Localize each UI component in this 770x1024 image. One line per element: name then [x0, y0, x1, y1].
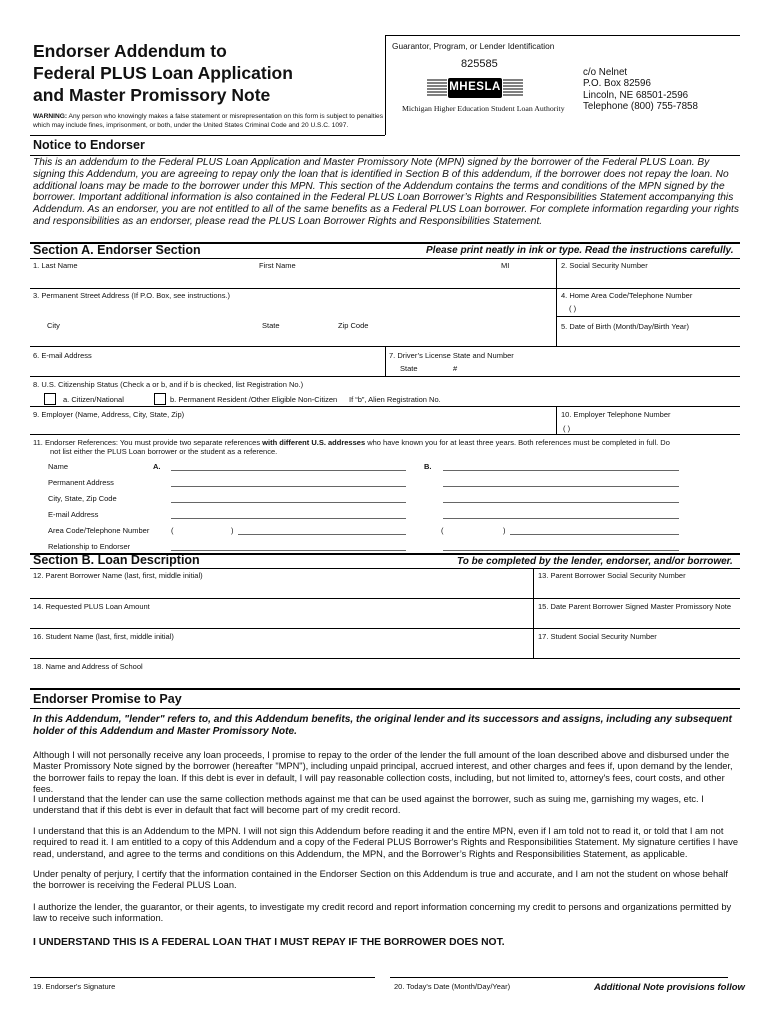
ref-b-label: B. [424, 462, 432, 471]
promise-paragraph-1: Although I will not personally receive any loan proceeds, I promise to repay to the order of the lender the full amount of the loan described above and disbursed under the Master Promissory Note signed by the borrower (hereafter "MPN"), including unpaid principal, accrued interest, and other charges and fees if, upon demand by the lender, the borrower fails to repay the loan. If this debt is ever in default, I will pay reasonable collection costs, including, but not limited to, attorney's fees, court costs, and other fees. [33, 750, 733, 794]
ref-a-relationship-input[interactable] [171, 550, 406, 551]
todays-date-line[interactable] [390, 977, 728, 978]
notice-text: This is an addendum to the Federal PLUS Loan Application and Master Promissory Note (MPN) signed by the borrower of the Federal PLUS Loan. By signing this Addendum, you are agreeing to repay only the loan that is identified in Section B of this addendum, if the borrower does not repay the loan. No additional loans may be made to the borrower under this MPN. This section of the Addendum contains the terms and conditions of the MPN signed by the borrower. Important additional information is also contained in the Federal PLUS Loan Borrower’s Rights and Responsibilities Statement accompanying this Addendum. As an endorser, you are not entitled to all of the same benefits as a Federal PLUS Loan borrower. For complete information regarding your rights and responsibilities as an endorser, please read the PLUS Loan Borrower Rights and Responsibilities Statement. [33, 157, 739, 227]
field-16-student-name[interactable]: 16. Student Name (last, first, middle initial) [33, 632, 174, 641]
ref-row-phone: Area Code/Telephone Number [48, 526, 150, 535]
guarantor-label: Guarantor, Program, or Lender Identification [392, 41, 555, 51]
title-line-2: Federal PLUS Loan Application [33, 63, 293, 83]
field-4-parens: ( ) [569, 304, 577, 313]
field-8-b-label: b. Permanent Resident /Other Eligible Non-Citizen [170, 395, 338, 404]
ref-b-email-input[interactable] [443, 518, 679, 519]
field-7-state[interactable]: State [400, 364, 418, 373]
promise-heading: Endorser Promise to Pay [33, 692, 182, 706]
field-1-last-name[interactable]: 1. Last Name [33, 261, 78, 270]
federal-loan-statement: I UNDERSTAND THIS IS A FEDERAL LOAN THAT I MUST REPAY IF THE BORROWER DOES NOT. [33, 937, 505, 948]
ref-a-phone-close: ) [231, 526, 234, 535]
field-13-parent-ssn[interactable]: 13. Parent Borrower Social Security Number [538, 571, 686, 580]
field-9-employer[interactable]: 9. Employer (Name, Address, City, State, Zip) [33, 410, 185, 419]
logo-text: MHESLA [449, 81, 501, 93]
endorser-signature-line[interactable] [30, 977, 375, 978]
field-20-date: 20. Today's Date (Month/Day/Year) [394, 982, 511, 991]
promise-paragraph-5: I authorize the lender, the guarantor, or their agents, to investigate my credit record and report information concerning my credit to persons and organizations permitted by law to receive such information. [33, 902, 732, 924]
ref-b-address-input[interactable] [443, 486, 679, 487]
field-6-email[interactable]: 6. E-mail Address [33, 351, 92, 360]
promise-intro: In this Addendum, "lender" refers to, and this Addendum benefits, the original lender and its successors and assigns, including any subsequent holder of this Addendum and Master Promissory Note. [33, 714, 732, 737]
field-4-phone[interactable]: 4. Home Area Code/Telephone Number [561, 291, 693, 300]
form-title [33, 40, 293, 106]
guarantor-code: 825585 [461, 58, 498, 70]
notice-heading: Notice to Endorser [33, 138, 145, 152]
ref-row-address: Permanent Address [48, 478, 114, 487]
authority-name: Michigan Higher Education Student Loan Authority [402, 104, 565, 113]
field-7-license[interactable]: 7. Driver’s License State and Number [389, 351, 514, 360]
section-a-heading: Section A. Endorser Section [33, 243, 201, 257]
ref-a-phone-open: ( [171, 526, 174, 535]
field-1-mi[interactable]: MI [501, 261, 510, 270]
ref-b-phone-input[interactable] [510, 534, 679, 535]
field-11-line2: not list either the PLUS Loan borrower or the student as a reference. [50, 447, 278, 456]
field-12-parent-name[interactable]: 12. Parent Borrower Name (last, first, middle initial) [33, 571, 203, 580]
field-18-school[interactable]: 18. Name and Address of School [33, 662, 143, 671]
additional-provisions-note: Additional Note provisions follow [594, 982, 745, 993]
field-5-dob[interactable]: 5. Date of Birth (Month/Day/Birth Year) [561, 322, 689, 331]
ref-a-city-input[interactable] [171, 502, 406, 503]
field-7-number[interactable]: # [453, 364, 458, 373]
field-8-a-label: a. Citizen/National [63, 395, 124, 404]
address-line-4: Telephone (800) 755-7858 [583, 100, 698, 112]
section-b-note: To be completed by the lender, endorser, and/or borrower. [457, 556, 733, 567]
promise-paragraph-3: I understand that this is an Addendum to the MPN. I will not sign this Addendum before reading it and the entire MPN, even if I am told not to read it, or told that I am not required to read it. I am entitled to a copy of this Addendum and a copy of the Federal PLUS Borrower's Rights and Responsibilities Statement. My signature certifies I have read, understand, and agree to the terms and conditions on this Addendum, the MPN, and the Borrower’s Rights and Responsibilities Statement, as applicable. [33, 826, 739, 859]
address-line-2: P.O. Box 82596 [583, 78, 651, 90]
ref-row-name: Name [48, 462, 69, 471]
ref-a-address-input[interactable] [171, 486, 406, 487]
ref-b-phone-close: ) [503, 526, 506, 535]
ref-b-relationship-input[interactable] [443, 550, 679, 551]
ref-row-relationship: Relationship to Endorser [48, 542, 131, 551]
ref-a-label: A. [153, 462, 161, 471]
ref-row-city: City, State, Zip Code [48, 494, 117, 503]
section-a-note: Please print neatly in ink or type. Read the instructions carefully. [426, 245, 734, 256]
title-line-3: and Master Promissory Note [33, 85, 271, 105]
ref-a-name-input[interactable] [171, 470, 406, 471]
ref-b-city-input[interactable] [443, 502, 679, 503]
mhesla-logo [427, 77, 523, 99]
field-3-address[interactable]: 3. Permanent Street Address (If P.O. Box, see instructions.) [33, 291, 231, 300]
promise-paragraph-2: I understand that the lender can use the same collection methods against me that can be used against the borrower, such as suing me, garnishing my wages, etc. I understand that if this debt is ever in default that fact will become part of my credit record. [33, 794, 704, 816]
field-11-references: 11. Endorser References: You must provide two separate references with different U.S. addresses who have known you for at least three years. Both references must be completed in full. Do [33, 438, 670, 447]
field-14-loan-amount[interactable]: 14. Requested PLUS Loan Amount [33, 602, 150, 611]
field-3-city[interactable]: City [47, 321, 60, 330]
field-1-first-name[interactable]: First Name [259, 261, 296, 270]
ref-b-name-input[interactable] [443, 470, 679, 471]
field-3-zip[interactable]: Zip Code [338, 321, 369, 330]
promise-paragraph-4: Under penalty of perjury, I certify that the information contained in the Endorser Section on this Addendum is true and accurate, and I am not the student on whose behalf the borrower is receiving the Federal PLUS Loan. [33, 869, 728, 891]
warning-text: WARNING: Any person who knowingly makes a false statement or misrepresentation on this form is subject to penalties which may include fines, imprisonment, or both, under the United States Criminal Code and 20 U.S.C. 1097. [33, 113, 384, 129]
title-line-1: Endorser Addendum to [33, 41, 227, 61]
field-8-citizenship: 8. U.S. Citizenship Status (Check a or b, and if b is checked, list Registration No.) [33, 380, 304, 389]
ref-b-phone-open: ( [441, 526, 444, 535]
section-b-heading: Section B. Loan Description [33, 553, 200, 567]
field-17-student-ssn[interactable]: 17. Student Social Security Number [538, 632, 657, 641]
address-line-3: Lincoln, NE 68501-2596 [583, 89, 689, 101]
field-10-parens: ( ) [563, 424, 571, 433]
checkbox-permanent-resident[interactable] [154, 393, 166, 405]
field-3-state[interactable]: State [262, 321, 280, 330]
field-15-mpn-date[interactable]: 15. Date Parent Borrower Signed Master Promissory Note [538, 602, 731, 611]
checkbox-citizen[interactable] [44, 393, 56, 405]
ref-a-email-input[interactable] [171, 518, 406, 519]
lender-address [583, 67, 698, 112]
address-line-1: c/o Nelnet [583, 67, 628, 78]
field-8-registration[interactable]: If “b”, Alien Registration No. [349, 395, 441, 404]
ref-a-phone-input[interactable] [238, 534, 406, 535]
field-10-employer-phone[interactable]: 10. Employer Telephone Number [561, 410, 671, 419]
field-19-signature: 19. Endorser's Signature [33, 982, 116, 991]
ref-row-email: E-mail Address [48, 510, 99, 519]
field-2-ssn[interactable]: 2. Social Security Number [561, 261, 648, 270]
